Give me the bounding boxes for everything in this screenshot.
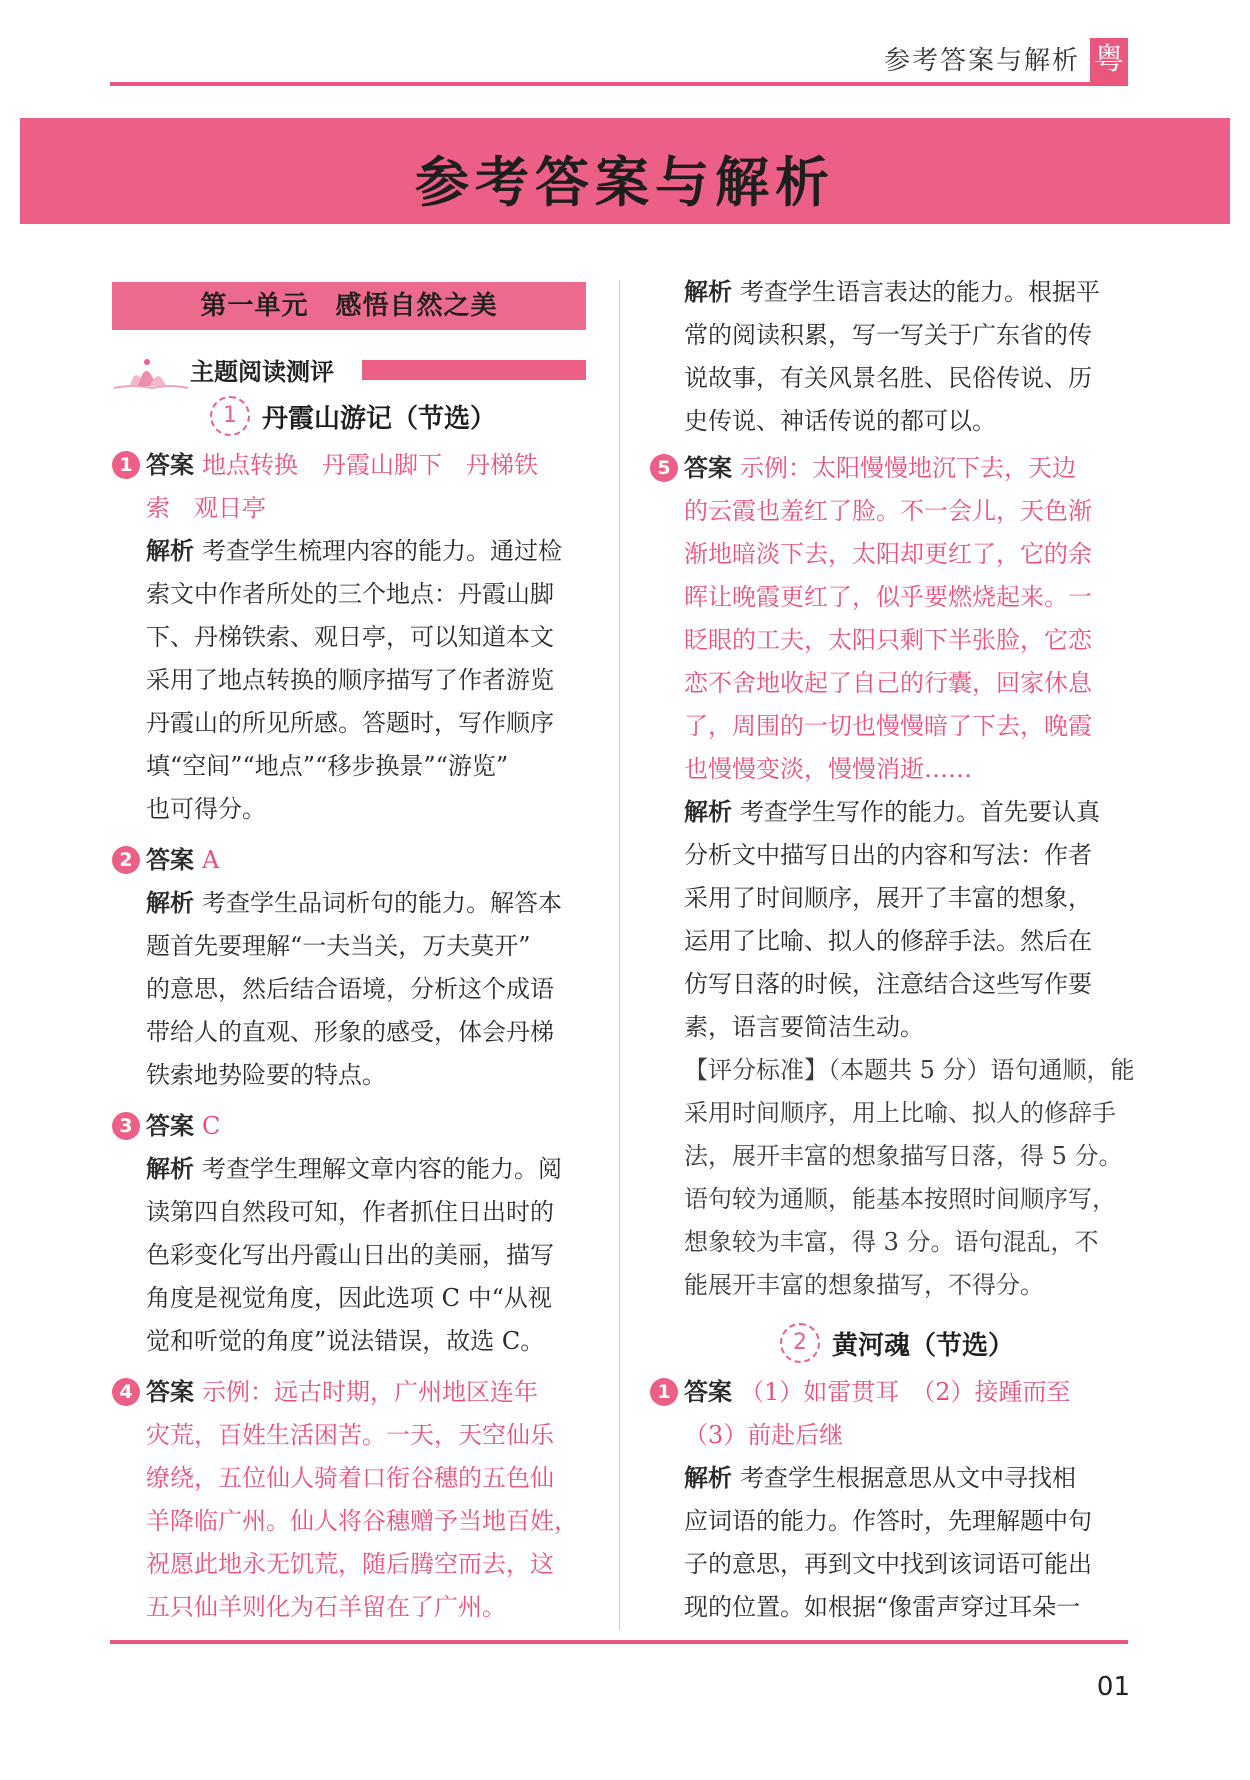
analysis-text: 索文中作者所处的三个地点：丹霞山脚 [146,580,554,608]
answer-text: 五只仙羊则化为石羊留在了广州。 [146,1593,506,1621]
section-title-2 [780,1323,1014,1363]
analysis-text: 分析文中描写日出的内容和写法：作者 [684,841,1092,869]
analysis-text: 下、丹梯铁索、观日亭，可以知道本文 [146,623,554,651]
analysis-text: 的意思，然后结合语境，分析这个成语 [146,975,554,1003]
answer-label: 答案 [684,1378,732,1406]
q2-answer [112,839,219,883]
analysis-text: 也可得分。 [146,795,266,823]
answer-text: 缭绕，五位仙人骑着口衔谷穗的五色仙 [146,1464,554,1492]
answer-text: 了，周围的一切也慢慢暗了下去，晚霞 [684,712,1092,740]
analysis-text: 考查学生根据意思从文中寻找相 [740,1464,1076,1492]
column-divider [619,280,620,1630]
answer-text: 地点转换 丹霞山脚下 丹梯铁 [202,451,538,479]
criteria-label: 【评分标准】 [684,1056,828,1084]
q1-answer [112,444,538,488]
analysis-text: 常的阅读积累，写一写关于广东省的传 [684,321,1092,349]
analysis-text: 史传说、神话传说的都可以。 [684,407,996,435]
answer-text: 眨眼的工夫，太阳只剩下半张脸，它恋 [684,626,1092,654]
question-number: 3 [112,1112,140,1140]
section-number: 2 [780,1323,820,1363]
analysis-label: 解析 [146,889,194,917]
page-number: 01 [1096,1672,1130,1702]
analysis-text: 子的意思，再到文中找到该词语可能出 [684,1550,1092,1578]
analysis-text: 丹霞山的所见所感。答题时，写作顺序 [146,709,554,737]
analysis-label: 解析 [684,798,732,826]
analysis-text: 应词语的能力。作答时，先理解题中句 [684,1507,1092,1535]
section-title-text: 丹霞山游记（节选） [262,403,497,434]
analysis-text: 采用了时间顺序，展开了丰富的想象， [684,884,1092,912]
analysis-text: 运用了比喻、拟人的修辞手法。然后在 [684,927,1092,955]
analysis-text: 填“空间”“地点”“移步换景”“游览” [146,752,509,780]
criteria-text: 采用时间顺序，用上比喻、拟人的修辞手 [684,1099,1116,1127]
q1-analysis [146,530,562,574]
q4-analysis [684,271,1100,315]
answer-text: 恋不舍地收起了自己的行囊，回家休息 [684,669,1092,697]
answer-text: 晖让晚霞更红了，似乎要燃烧起来。一 [684,583,1092,611]
title-banner [20,118,1230,224]
q5-analysis [684,791,1100,835]
analysis-text: 铁索地势险要的特点。 [146,1061,386,1089]
header-rule [110,82,1128,86]
analysis-text: 题首先要理解“一夫当关，万夫莫开” [146,932,531,960]
answer-text: 索 观日亭 [146,494,266,522]
q3-analysis [146,1148,562,1192]
answer-text: 羊降临广州。仙人将谷穗赠予当地百姓， [146,1507,578,1535]
q4-answer [112,1371,538,1415]
analysis-text: 觉和听觉的角度”说法错误，故选 C。 [146,1327,545,1355]
answer-label: 答案 [684,454,732,482]
answer-text: 渐地暗淡下去，太阳却更红了，它的余 [684,540,1092,568]
q2-analysis [146,882,562,926]
analysis-text: 考查学生语言表达的能力。根据平 [740,278,1100,306]
answer-text: 示例：远古时期，广州地区连年 [202,1378,538,1406]
answer-text: 祝愿此地永无饥荒，随后腾空而去，这 [146,1550,554,1578]
analysis-label: 解析 [684,278,732,306]
question-number: 5 [650,454,678,482]
analysis-text: 考查学生品词析句的能力。解答本 [202,889,562,917]
footer-rule [110,1640,1128,1644]
q5-answer [650,447,1076,491]
section-title-1 [210,396,496,436]
answer-label: 答案 [146,1112,194,1140]
running-header-title: 参考答案与解析 [883,46,1080,76]
analysis-text: 考查学生理解文章内容的能力。阅 [202,1155,562,1183]
analysis-text: 采用了地点转换的顺序描写了作者游览 [146,666,554,694]
question-number: 1 [650,1378,678,1406]
analysis-label: 解析 [146,537,194,565]
analysis-label: 解析 [146,1155,194,1183]
answer-text: 也慢慢变淡，慢慢消逝…… [684,755,972,783]
criteria-text: 法，展开丰富的想象描写日落，得 5 分。 [684,1142,1123,1170]
section-number: 1 [210,396,250,436]
q3-answer [112,1105,220,1149]
lotus-decoration-icon [112,350,190,390]
analysis-text: 考查学生写作的能力。首先要认真 [740,798,1100,826]
s2-q1-answer [650,1371,1071,1415]
analysis-text: 仿写日落的时候，注意结合这些写作要 [684,970,1092,998]
page-title: 参考答案与解析 [415,151,835,214]
answer-text: 示例：太阳慢慢地沉下去，天边 [740,454,1076,482]
section-title-text: 黄河魂（节选） [832,1330,1015,1361]
criteria-text: 能展开丰富的想象描写，不得分。 [684,1271,1044,1299]
analysis-text: 读第四自然段可知，作者抓住日出时的 [146,1198,554,1226]
analysis-text: 考查学生梳理内容的能力。通过检 [202,537,562,565]
question-number: 4 [112,1378,140,1406]
analysis-text: 带给人的直观、形象的感受，体会丹梯 [146,1018,554,1046]
unit-title: 第一单元 感悟自然之美 [112,282,586,330]
q5-criteria [684,1049,1135,1093]
answer-label: 答案 [146,451,194,479]
answer-text: 灾荒，百姓生活困苦。一天，天空仙乐 [146,1421,554,1449]
answer-label: 答案 [146,1378,194,1406]
analysis-text: 素，语言要简洁生动。 [684,1013,924,1041]
s2-q1-analysis [684,1457,1076,1501]
analysis-text: 角度是视觉角度，因此选项 C 中“从视 [146,1284,552,1312]
theme-bar [362,360,586,380]
answer-text: C [202,1112,221,1140]
answer-text: （1）如雷贯耳 （2）接踵而至 [740,1378,1071,1406]
criteria-text: 想象较为丰富，得 3 分。语句混乱，不 [684,1228,1099,1256]
answer-text: （3）前赴后继 [684,1421,844,1449]
criteria-text: 语句较为通顺，能基本按照时间顺序写， [684,1185,1116,1213]
question-number: 1 [112,451,140,479]
analysis-text: 色彩变化写出丹霞山日出的美丽，描写 [146,1241,554,1269]
analysis-text: 说故事，有关风景名胜、民俗传说、历 [684,364,1092,392]
question-number: 2 [112,846,140,874]
criteria-text: （本题共 5 分）语句通顺，能 [828,1056,1135,1084]
answer-label: 答案 [146,846,194,874]
analysis-text: 现的位置。如根据“像雷声穿过耳朵一 [684,1593,1081,1621]
theme-heading [112,350,586,390]
analysis-label: 解析 [684,1464,732,1492]
region-badge: 粤 [1090,38,1128,82]
answer-text: 的云霞也羞红了脸。不一会儿，天色渐 [684,497,1092,525]
theme-title: 主题阅读测评 [190,358,334,386]
answer-text: A [202,846,220,874]
